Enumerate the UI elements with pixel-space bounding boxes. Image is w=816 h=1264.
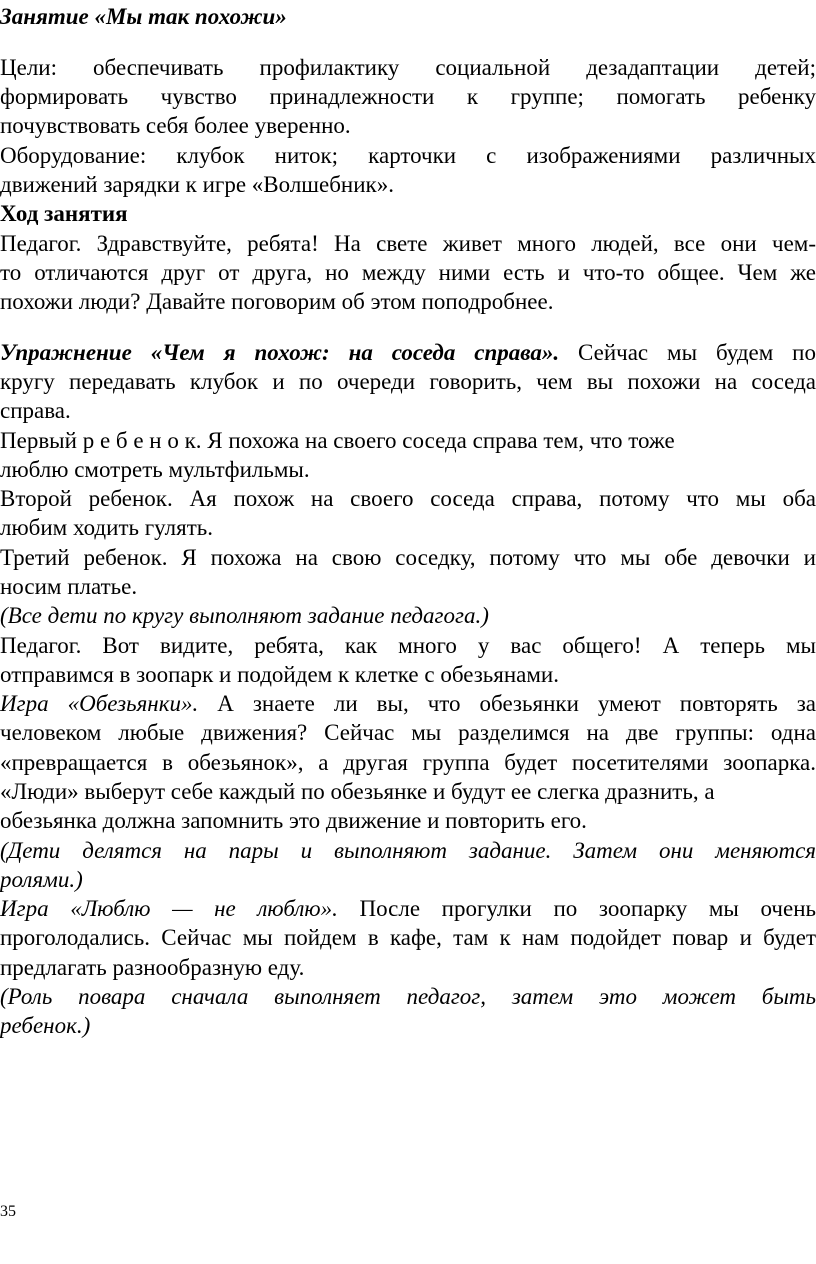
game-1-title: Игра «Обезьянки». [0,691,199,716]
course-heading: Ход занятия [0,201,128,226]
equipment-line-1: Оборудование: клубок ниток; карточки с изображениями различных [0,143,816,168]
note-1: (Все дети по кругу выполняют задание педагога.) [0,603,489,628]
intro-line-3: похожи люди? Давайте поговорим об этом поподробнее. [0,289,554,314]
note-3-line-2: ребенок.) [0,1013,91,1038]
equipment-line-2: движений зарядки к игре «Волшебник». [0,172,394,197]
goals-line-3: почувствовать себя более уверенно. [0,113,351,138]
game-2-line-2: проголодались. Сейчас мы пойдем в кафе, там к нам подойдет повар и будет [0,925,816,950]
lesson-title: Занятие «Мы так похожи» [0,4,287,29]
exercise-1-line-3: справа. [0,398,71,423]
game-1-line-2: человеком любые движения? Сейчас мы разделимся на две группы: одна [0,720,816,745]
game-1-line-5: обезьянка должна запомнить это движение и повторить его. [0,808,587,833]
child-3-line-2: носим платье. [0,574,138,599]
game-2-line-1 [0,894,816,923]
child-2-line-1: Второй ребенок. Ая похож на своего соседа справа, потому что мы оба [0,486,816,511]
intro-line-1: Педагог. Здравствуйте, ребята! На свете живет много людей, все они чем- [0,231,816,256]
goals-line-1: Цели: обеспечивать профилактику социальной дезадаптации детей; [0,55,816,80]
note-3-line-1: (Роль повара сначала выполняет педагог, затем это может быть [0,984,816,1009]
teacher-line-1: Педагог. Вот видите, ребята, как много у вас общего! А теперь мы [0,633,816,658]
exercise-1-line-1-text: Сейчас мы будем по [578,340,816,365]
game-1-line-1-text: А знаете ли вы, что обезьянки умеют повторять за [217,691,816,716]
page-number: 35 [0,1203,16,1220]
game-2-line-1-text: После прогулки по зоопарку мы очень [359,896,816,921]
note-2-line-2: ролями.) [0,867,83,892]
exercise-1-line-1 [0,338,816,367]
child-2-line-2: любим ходить гулять. [0,515,214,540]
exercise-1-line-2: кругу передавать клубок и по очереди говорить, чем вы похожи на соседа [0,369,816,394]
note-2-line-1: (Дети делятся на пары и выполняют задание. Затем они меняются [0,838,816,863]
intro-line-2: то отличаются друг от друга, но между ними есть и что-то общее. Чем же [0,260,816,285]
game-1-line-4: «Люди» выберут себе каждый по обезьянке и будут ее слегка дразнить, а [0,779,715,804]
goals-line-2: формировать чувство принадлежности к группе; помогать ребенку [0,84,816,109]
exercise-1-title: Упражнение «Чем я похож: на соседа справа». [0,340,560,365]
game-2-title: Игра «Люблю — не люблю». [0,896,338,921]
teacher-line-2: отправимся в зоопарк и подойдем к клетке с обезьянами. [0,662,559,687]
game-2-line-3: предлагать разнообразную еду. [0,955,305,980]
game-1-line-1 [0,689,816,718]
child-1-line-2: люблю смотреть мультфильмы. [0,457,310,482]
game-1-line-3: «превращается в обезьянок», а другая группа будет посетителями зоопарка. [0,750,816,775]
child-1-line-1: Первый р е б е н о к. Я похожа на своего соседа справа тем, что тоже [0,428,675,453]
child-3-line-1: Третий ребенок. Я похожа на свою соседку, потому что мы обе девочки и [0,545,816,570]
